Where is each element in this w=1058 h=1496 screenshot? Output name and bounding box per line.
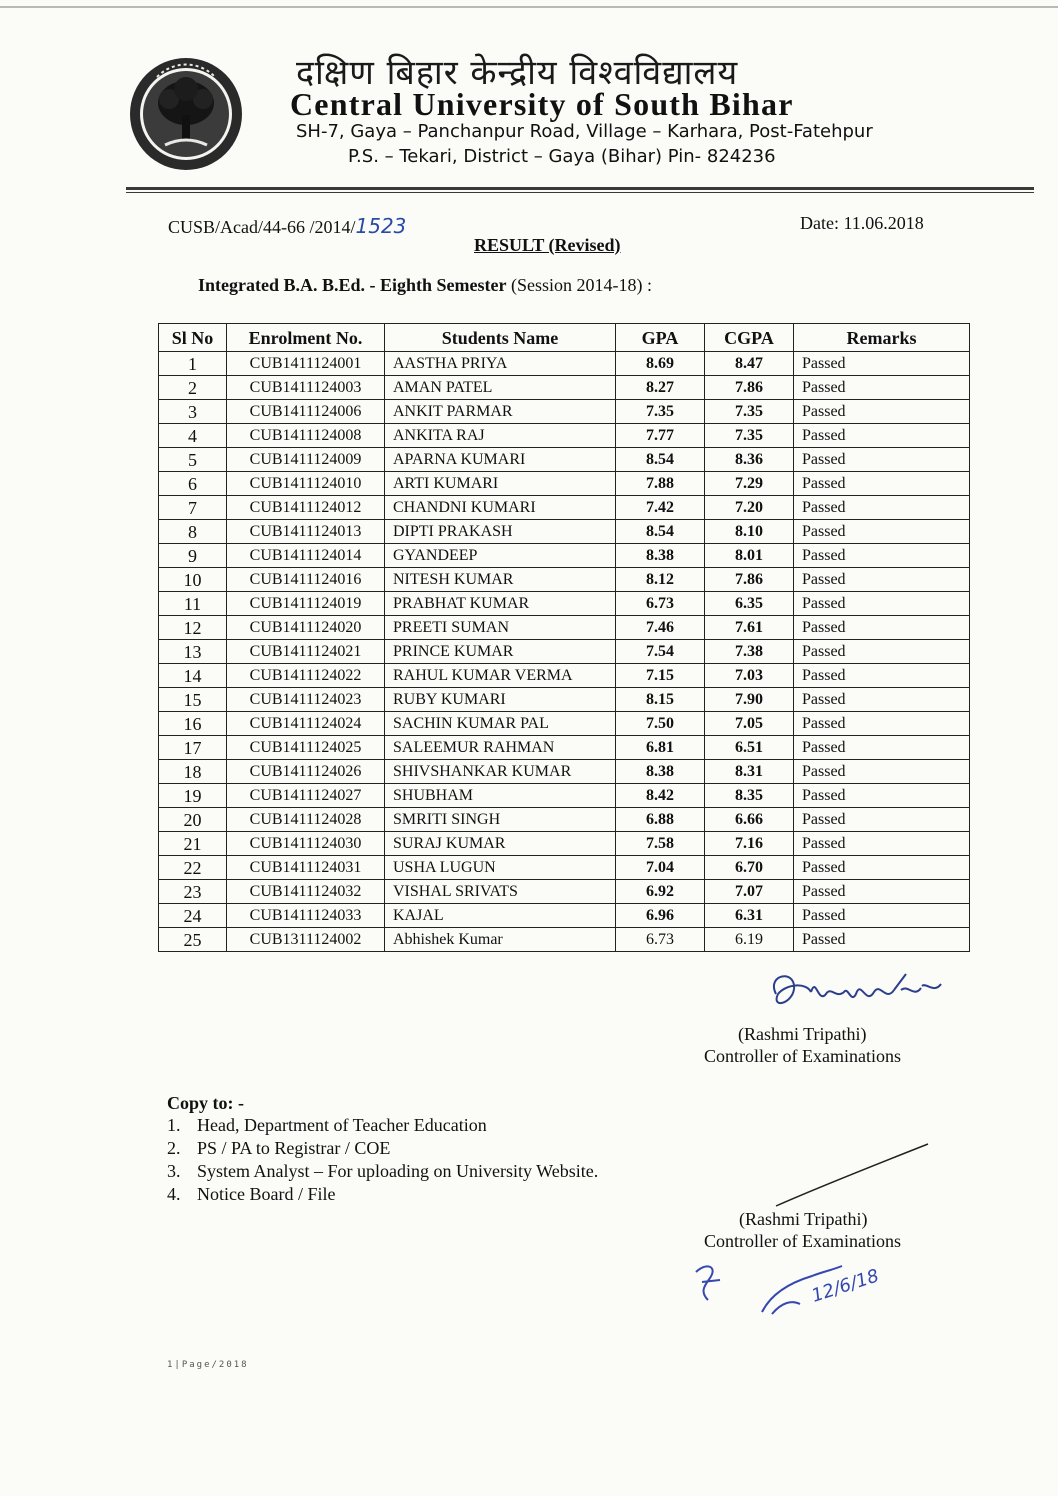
table-row [159,784,970,808]
table-row [159,520,970,544]
remarks-cell: Passed [794,640,970,664]
student-name-cell: SURAJ KUMAR [385,832,616,856]
gpa-cell: 7.46 [616,616,705,640]
student-name-cell: ANKITA RAJ [385,424,616,448]
serial-number-cell: 16 [159,712,227,736]
student-name-cell: SHUBHAM [385,784,616,808]
gpa-cell: 7.54 [616,640,705,664]
cgpa-cell: 6.19 [705,928,794,952]
result-table-body [159,352,970,952]
column-header: CGPA [705,324,794,352]
remarks-cell: Passed [794,616,970,640]
remarks-cell: Passed [794,904,970,928]
serial-number-cell: 1 [159,352,227,376]
table-row [159,616,970,640]
reference-printed: CUSB/Acad/44-66 /2014/ [168,217,356,237]
serial-number-cell: 13 [159,640,227,664]
cgpa-cell: 7.29 [705,472,794,496]
copy-to-item: 1. Head, Department of Teacher Education [167,1115,487,1135]
signature-stroke [772,1140,932,1210]
serial-number-cell: 3 [159,400,227,424]
serial-number-cell: 14 [159,664,227,688]
serial-number-cell: 24 [159,904,227,928]
cgpa-cell: 7.16 [705,832,794,856]
gpa-cell: 6.92 [616,880,705,904]
remarks-cell: Passed [794,544,970,568]
cgpa-cell: 8.31 [705,760,794,784]
serial-number-cell: 12 [159,616,227,640]
enrolment-number-cell: CUB1411124021 [227,640,385,664]
university-name: Central University of South Bihar [290,86,794,122]
serial-number-cell: 23 [159,880,227,904]
gpa-cell: 6.73 [616,592,705,616]
column-header: Remarks [794,324,970,352]
table-row [159,712,970,736]
remarks-cell: Passed [794,424,970,448]
remarks-cell: Passed [794,376,970,400]
student-name-cell: ARTI KUMARI [385,472,616,496]
signature-rashmi-tripathi [756,964,956,1024]
cgpa-cell: 7.61 [705,616,794,640]
gpa-cell: 7.50 [616,712,705,736]
copy-to-list [167,1114,598,1206]
remarks-cell: Passed [794,400,970,424]
table-row [159,832,970,856]
serial-number-cell: 7 [159,496,227,520]
table-row [159,400,970,424]
serial-number-cell: 15 [159,688,227,712]
gpa-cell: 7.58 [616,832,705,856]
student-name-cell: KAJAL [385,904,616,928]
enrolment-number-cell: CUB1411124009 [227,448,385,472]
student-name-cell: Abhishek Kumar [385,928,616,952]
gpa-cell: 7.88 [616,472,705,496]
student-name-cell: GYANDEEP [385,544,616,568]
enrolment-number-cell: CUB1411124008 [227,424,385,448]
table-row [159,424,970,448]
student-name-cell: SACHIN KUMAR PAL [385,712,616,736]
table-row [159,736,970,760]
signatory-title: Controller of Examinations [704,1046,901,1066]
signatory-2-name: (Rashmi Tripathi) [739,1209,868,1229]
scan-edge [0,6,1058,8]
cgpa-cell: 6.70 [705,856,794,880]
serial-number-cell: 21 [159,832,227,856]
gpa-cell: 7.35 [616,400,705,424]
enrolment-number-cell: CUB1411124032 [227,880,385,904]
reference-number [168,214,406,238]
serial-number-cell: 20 [159,808,227,832]
result-table [158,323,970,952]
enrolment-number-cell: CUB1411124014 [227,544,385,568]
serial-number-cell: 8 [159,520,227,544]
remarks-cell: Passed [794,520,970,544]
remarks-cell: Passed [794,760,970,784]
serial-number-cell: 22 [159,856,227,880]
handwritten-initials [692,1252,912,1342]
student-name-cell: PREETI SUMAN [385,616,616,640]
table-row [159,496,970,520]
enrolment-number-cell: CUB1411124010 [227,472,385,496]
copy-to-item: 2. PS / PA to Registrar / COE [167,1138,391,1158]
table-row [159,448,970,472]
cgpa-cell: 7.03 [705,664,794,688]
serial-number-cell: 6 [159,472,227,496]
student-name-cell: ANKIT PARMAR [385,400,616,424]
remarks-cell: Passed [794,664,970,688]
copy-to-heading: Copy to: - [167,1093,244,1113]
table-row [159,592,970,616]
remarks-cell: Passed [794,784,970,808]
copy-to-item: 3. System Analyst – For uploading on University Website. [167,1161,599,1181]
enrolment-number-cell: CUB1411124027 [227,784,385,808]
serial-number-cell: 18 [159,760,227,784]
enrolment-number-cell: CUB1411124031 [227,856,385,880]
serial-number-cell: 9 [159,544,227,568]
copy-to-item: 4. Notice Board / File [167,1184,336,1204]
student-name-cell: NITESH KUMAR [385,568,616,592]
cgpa-cell: 7.05 [705,712,794,736]
gpa-cell: 8.12 [616,568,705,592]
enrolment-number-cell: CUB1411124023 [227,688,385,712]
student-name-cell: DIPTI PRAKASH [385,520,616,544]
remarks-cell: Passed [794,352,970,376]
student-name-cell: AASTHA PRIYA [385,352,616,376]
gpa-cell: 6.81 [616,736,705,760]
gpa-cell: 7.42 [616,496,705,520]
gpa-cell: 8.42 [616,784,705,808]
cgpa-cell: 6.31 [705,904,794,928]
student-name-cell: SHIVSHANKAR KUMAR [385,760,616,784]
enrolment-number-cell: CUB1411124022 [227,664,385,688]
gpa-cell: 8.38 [616,760,705,784]
enrolment-number-cell: CUB1411124033 [227,904,385,928]
cgpa-cell: 8.01 [705,544,794,568]
gpa-cell: 8.38 [616,544,705,568]
cgpa-cell: 6.66 [705,808,794,832]
gpa-cell: 7.77 [616,424,705,448]
gpa-cell: 7.15 [616,664,705,688]
cgpa-cell: 7.35 [705,400,794,424]
remarks-cell: Passed [794,832,970,856]
subtitle-program: Integrated B.A. B.Ed. - Eighth Semester [198,275,507,295]
enrolment-number-cell: CUB1411124026 [227,760,385,784]
column-header: Sl No [159,324,227,352]
table-row [159,880,970,904]
serial-number-cell: 17 [159,736,227,760]
serial-number-cell: 5 [159,448,227,472]
gpa-cell: 8.54 [616,520,705,544]
remarks-cell: Passed [794,592,970,616]
enrolment-number-cell: CUB1411124024 [227,712,385,736]
student-name-cell: RUBY KUMARI [385,688,616,712]
student-name-cell: SMRITI SINGH [385,808,616,832]
enrolment-number-cell: CUB1411124030 [227,832,385,856]
serial-number-cell: 19 [159,784,227,808]
cgpa-cell: 6.35 [705,592,794,616]
enrolment-number-cell: CUB1411124025 [227,736,385,760]
table-row [159,472,970,496]
student-name-cell: VISHAL SRIVATS [385,880,616,904]
gpa-cell: 6.88 [616,808,705,832]
cgpa-cell: 7.20 [705,496,794,520]
address-line-2: P.S. – Tekari, District – Gaya (Bihar) Pin- 824236 [348,146,776,167]
gpa-cell: 7.04 [616,856,705,880]
table-row [159,544,970,568]
student-name-cell: AMAN PATEL [385,376,616,400]
gpa-cell: 8.27 [616,376,705,400]
remarks-cell: Passed [794,568,970,592]
gpa-cell: 8.54 [616,448,705,472]
table-row [159,352,970,376]
university-logo-icon [127,55,245,173]
address-line-1: SH-7, Gaya – Panchanpur Road, Village – Karhara, Post-Fatehpur [296,121,873,142]
table-row [159,664,970,688]
remarks-cell: Passed [794,688,970,712]
student-name-cell: CHANDNI KUMARI [385,496,616,520]
enrolment-number-cell: CUB1311124002 [227,928,385,952]
serial-number-cell: 25 [159,928,227,952]
cgpa-cell: 7.86 [705,376,794,400]
signatory-2-title: Controller of Examinations [704,1231,901,1251]
remarks-cell: Passed [794,808,970,832]
table-row [159,760,970,784]
serial-number-cell: 10 [159,568,227,592]
reference-handwritten: 1523 [355,214,407,238]
enrolment-number-cell: CUB1411124006 [227,400,385,424]
page-footer: 1|Page/2018 [167,1360,249,1370]
cgpa-cell: 6.51 [705,736,794,760]
column-header: Students Name [385,324,616,352]
header-rule [126,187,1034,190]
cgpa-cell: 7.86 [705,568,794,592]
student-name-cell: PRABHAT KUMAR [385,592,616,616]
table-row [159,376,970,400]
student-name-cell: APARNA KUMARI [385,448,616,472]
cgpa-cell: 7.38 [705,640,794,664]
subtitle-session: (Session 2014-18) : [506,275,652,295]
table-row [159,928,970,952]
enrolment-number-cell: CUB1411124028 [227,808,385,832]
remarks-cell: Passed [794,712,970,736]
table-row [159,808,970,832]
gpa-cell: 8.69 [616,352,705,376]
signatory-name: (Rashmi Tripathi) [738,1024,867,1044]
document-subtitle [198,275,652,296]
student-name-cell: PRINCE KUMAR [385,640,616,664]
table-row [159,568,970,592]
handwritten-date: 12/6/18 [809,1265,882,1307]
student-name-cell: RAHUL KUMAR VERMA [385,664,616,688]
document-date: Date: 11.06.2018 [800,213,924,233]
cgpa-cell: 7.07 [705,880,794,904]
table-row [159,856,970,880]
column-header: GPA [616,324,705,352]
enrolment-number-cell: CUB1411124012 [227,496,385,520]
gpa-cell: 6.96 [616,904,705,928]
serial-number-cell: 2 [159,376,227,400]
cgpa-cell: 8.47 [705,352,794,376]
student-name-cell: SALEEMUR RAHMAN [385,736,616,760]
serial-number-cell: 4 [159,424,227,448]
enrolment-number-cell: CUB1411124003 [227,376,385,400]
remarks-cell: Passed [794,880,970,904]
remarks-cell: Passed [794,472,970,496]
cgpa-cell: 8.10 [705,520,794,544]
enrolment-number-cell: CUB1411124001 [227,352,385,376]
cgpa-cell: 8.36 [705,448,794,472]
cgpa-cell: 8.35 [705,784,794,808]
enrolment-number-cell: CUB1411124016 [227,568,385,592]
gpa-cell: 6.73 [616,928,705,952]
remarks-cell: Passed [794,448,970,472]
cgpa-cell: 7.90 [705,688,794,712]
remarks-cell: Passed [794,496,970,520]
enrolment-number-cell: CUB1411124019 [227,592,385,616]
enrolment-number-cell: CUB1411124013 [227,520,385,544]
table-header-row [159,324,970,352]
column-header: Enrolment No. [227,324,385,352]
table-row [159,904,970,928]
table-row [159,688,970,712]
cgpa-cell: 7.35 [705,424,794,448]
remarks-cell: Passed [794,928,970,952]
student-name-cell: USHA LUGUN [385,856,616,880]
header-rule-thin [126,192,1034,193]
remarks-cell: Passed [794,856,970,880]
table-row [159,640,970,664]
gpa-cell: 8.15 [616,688,705,712]
remarks-cell: Passed [794,736,970,760]
serial-number-cell: 11 [159,592,227,616]
enrolment-number-cell: CUB1411124020 [227,616,385,640]
document-title: RESULT (Revised) [474,235,621,255]
university-name-hindi: दक्षिण बिहार केन्द्रीय विश्वविद्यालय [296,53,739,93]
